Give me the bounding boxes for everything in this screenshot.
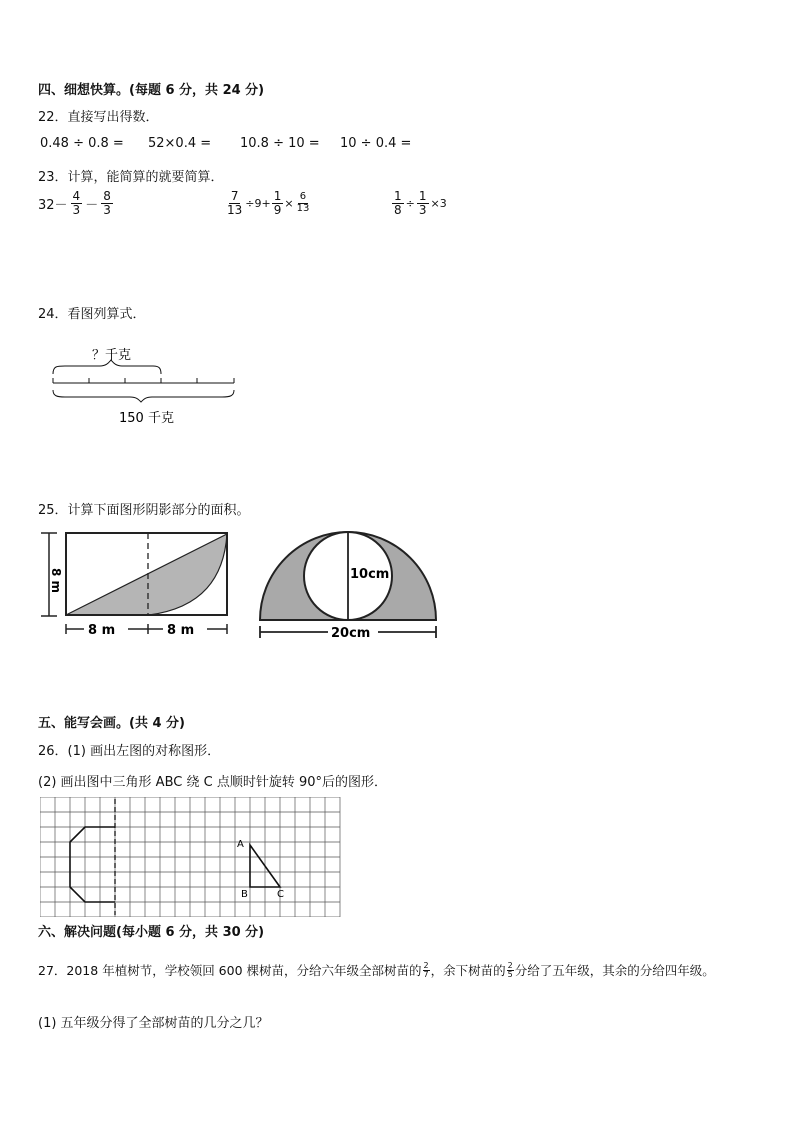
expr3-fraction-2: $\frac{1}{3}$ xyxy=(418,189,427,217)
q27-text xyxy=(38,961,715,979)
q26-grid-lines xyxy=(40,797,340,917)
q25-fig1-bottom-left-label: 8 m xyxy=(88,623,116,638)
q22-item-4: 10 ÷ 0.4 = xyxy=(340,136,412,151)
expr1-op: － xyxy=(85,197,99,213)
q26-part-2: (2) 画出图中三角形 ABC 绕 C 点顺时针旋转 90°后的图形． xyxy=(38,775,387,790)
q22-item-2: 52×0.4 = xyxy=(148,136,212,151)
expr2-op-2: × xyxy=(284,196,294,210)
expr2-fraction-1: $\frac{7}{13}$ xyxy=(227,189,243,217)
expr2-fraction-2: $\frac{1}{9}$ xyxy=(273,189,282,217)
q27-sub-question-1: (1) 五年级分得了全部树苗的几分之几？ xyxy=(38,1016,269,1031)
q24-line-diagram xyxy=(45,340,245,435)
expr3-op-1: ÷ xyxy=(405,196,415,210)
q27-text-a: 27．2018 年植树节，学校领回 600 棵树苗，分给六年级全部树苗的 xyxy=(38,963,422,978)
expr2-fraction-3: $\frac{6}{13}$ xyxy=(296,191,310,214)
q26-left-shape xyxy=(70,827,115,902)
q26-point-a-label: A xyxy=(237,839,244,850)
expr1-fraction-1: $\frac{4}{3}$ xyxy=(72,189,81,217)
q25-fig1-bottom-right-label: 8 m xyxy=(167,623,195,638)
q24-bottom-brace xyxy=(53,390,234,402)
q25-label: 25．计算下面图形阴影部分的面积。 xyxy=(38,503,250,518)
section-6-title: 六、解决问题(每小题 6 分，共 30 分) xyxy=(38,925,265,940)
q24-top-label: ？千克 xyxy=(92,348,132,363)
section-4-title: 四、细想快算。(每题 6 分，共 24 分) xyxy=(38,83,265,98)
expr1-fraction-2: $\frac{8}{3}$ xyxy=(103,189,111,217)
q25-fig1-shaded-region xyxy=(66,534,227,615)
q22-item-1: 0.48 ÷ 0.8 = xyxy=(40,136,124,151)
q27-text-b: ，余下树苗的 xyxy=(430,963,506,978)
q23-expression-3 xyxy=(392,190,447,216)
expr1-lead: 32－ xyxy=(38,197,68,213)
q23-expression-1 xyxy=(38,190,113,216)
q26-point-c-label: C xyxy=(277,889,284,900)
q23-label: 23．计算，能简算的就要简算． xyxy=(38,170,224,185)
q27-fraction-2: 2 5 xyxy=(507,961,513,979)
q22-item-3: 10.8 ÷ 10 = xyxy=(240,136,320,151)
q22-label: 22．直接写出得数． xyxy=(38,110,159,125)
q23-expression-2 xyxy=(225,190,311,216)
q25-figure-rectangle xyxy=(38,528,238,643)
q26-grid-figure xyxy=(40,797,342,917)
q25-fig2-diameter-label: 10cm xyxy=(350,567,390,582)
q24-ticks xyxy=(53,378,234,383)
q24-label: 24．看图列算式． xyxy=(38,307,146,322)
expr3-op-2: ×3 xyxy=(430,196,447,210)
q27-text-c: 分给了五年级，其余的分给四年级。 xyxy=(514,963,715,978)
expr2-op-1: ÷9+ xyxy=(245,196,271,210)
q26-part-1: 26．(1) 画出左图的对称图形． xyxy=(38,744,221,759)
q25-fig2-width-label: 20cm xyxy=(331,626,371,641)
q25-fig1-side-label: 8 m xyxy=(49,568,63,594)
q24-bottom-label: 150 千克 xyxy=(119,411,174,426)
section-5-title: 五、能写会画。(共 4 分) xyxy=(38,716,185,731)
q25-figure-semicircle xyxy=(255,520,445,642)
q27-fraction-1: 2 7 xyxy=(423,961,429,979)
expr3-fraction-1: $\frac{1}{8}$ xyxy=(394,189,402,217)
q26-point-b-label: B xyxy=(241,889,248,900)
